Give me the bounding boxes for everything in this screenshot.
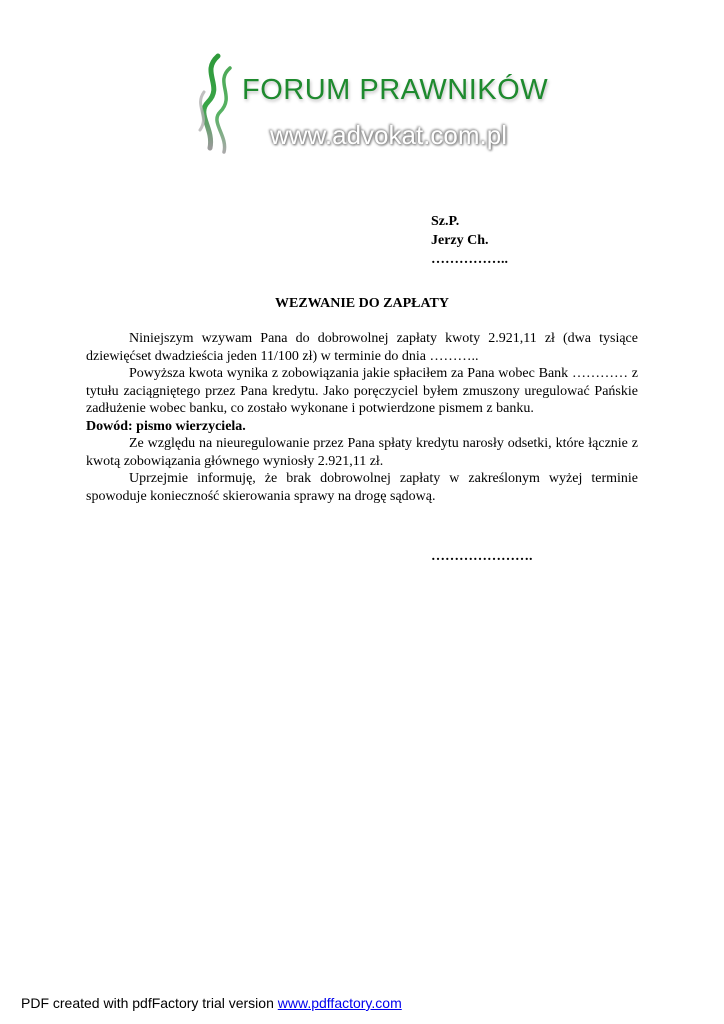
evidence-line: Dowód: pismo wierzyciela.: [86, 418, 246, 434]
paragraph-interest: Ze względu na nieuregulowanie przez Pana spłaty kredytu narosły odsetki, które łącznie z kwotą zobowiązania głównego wyniosły 2.921,11 zł.: [86, 436, 638, 469]
recipient-address-placeholder: ……………..: [431, 252, 508, 267]
footer-text: PDF created with pdfFactory trial version: [21, 995, 278, 1011]
pdf-footer: [21, 995, 402, 1011]
recipient-block: [431, 212, 508, 269]
logo-title: FORUM PRAWNIKÓW: [242, 74, 549, 106]
paragraph-warning: Uprzejmie informuję, że brak dobrowolnej zapłaty w zakreślonym wyżej terminie spowoduje konieczność skierowania sprawy na drogę sądową.: [86, 471, 638, 504]
footer-link[interactable]: www.pdffactory.com: [277, 995, 402, 1011]
letter-body: [86, 330, 638, 505]
recipient-name: Jerzy Ch.: [431, 233, 489, 248]
recipient-salutation: Sz.P.: [431, 214, 460, 229]
paragraph-demand: Niniejszym wzywam Pana do dobrowolnej zapłaty kwoty 2.921,11 zł (dwa tysiące dziewięćset dwadzieścia jeden 11/100 zł) w terminie do dnia ………..: [86, 331, 638, 364]
logo-url: www.advokat.com.pl: [270, 120, 507, 150]
signature-line: ………………….: [431, 549, 533, 564]
document-title: WEZWANIE DO ZAPŁATY: [275, 296, 449, 311]
paragraph-origin: Powyższa kwota wynika z zobowiązania jakie spłaciłem za Pana wobec Bank ………… z tytułu zaciągniętego przez Pana kredytu. Jako poręczyciel byłem zmuszony uregulować Pańskie zadłużenie wobec banku, co zostało wykonane i potwierdzone pismem z banku.: [86, 366, 638, 416]
swirl-logo-icon: [190, 52, 250, 162]
forum-prawnikow-logo: [190, 52, 550, 162]
